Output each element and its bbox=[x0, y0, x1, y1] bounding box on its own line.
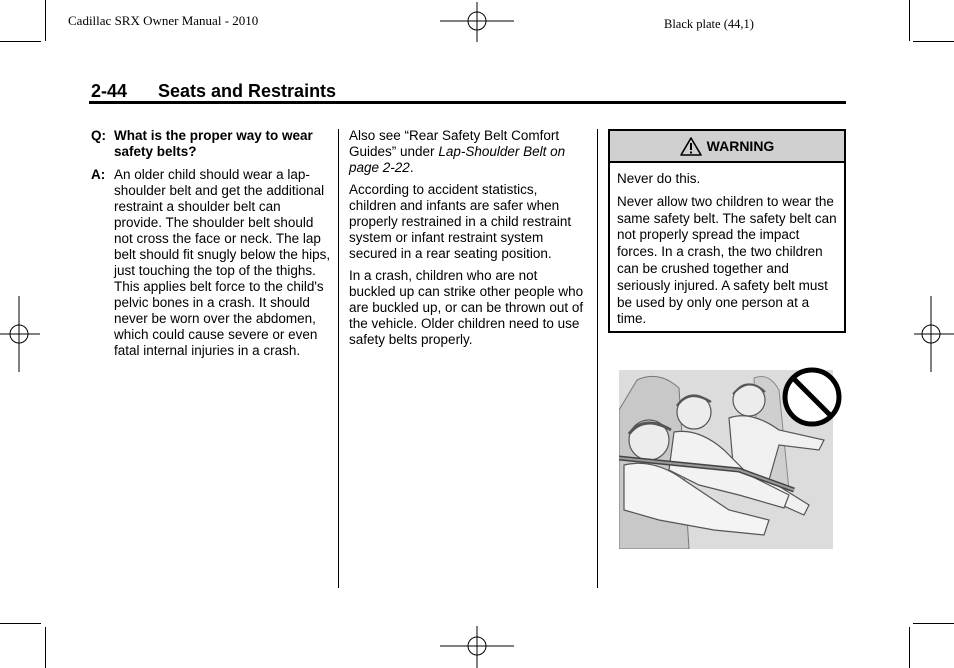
cross-reference: Lap-Shoulder Belt on page 2-22 bbox=[349, 144, 566, 175]
column-divider-2 bbox=[597, 129, 598, 588]
header-rule bbox=[89, 101, 846, 104]
registration-mark-left bbox=[0, 296, 40, 372]
paragraph-unbuckled: In a crash, children who are not buckled up can strike other people who are buckled up, or can be thrown out of the vehicle. Older children need to use safety belts properly. bbox=[349, 268, 584, 347]
body-column-2 bbox=[349, 128, 587, 354]
warning-body bbox=[610, 163, 844, 328]
paragraph-statistics: According to accident statistics, children and infants are safer when properly restrained in a child restraint system or infant restraint system secured in a rear seating position. bbox=[349, 182, 572, 261]
section-title: Seats and Restraints bbox=[158, 81, 337, 101]
registration-mark-top bbox=[440, 2, 514, 42]
question-label: Q: bbox=[91, 128, 106, 143]
warning-title: WARNING bbox=[706, 138, 775, 154]
prohibited-icon bbox=[780, 365, 844, 429]
registration-mark-bottom bbox=[440, 626, 514, 668]
column-divider-1 bbox=[338, 129, 339, 588]
registration-mark-right bbox=[914, 296, 954, 372]
warning-text-1: Never do this. bbox=[617, 171, 701, 186]
answer-block bbox=[91, 167, 331, 359]
running-header-right: Black plate (44,1) bbox=[664, 17, 754, 31]
warning-triangle-icon bbox=[680, 137, 702, 156]
answer-label: A: bbox=[91, 167, 106, 182]
question-block bbox=[91, 128, 331, 160]
running-header-left: Cadillac SRX Owner Manual - 2010 bbox=[68, 13, 259, 28]
warning-header bbox=[610, 131, 844, 163]
warning-text-2: Never allow two children to wear the same safety belt. The safety belt can not properly spread the impact forces. In a crash, the two children can be crushed together and seriously injured. A safety belt must be used by only one person at a time. bbox=[617, 193, 837, 327]
question-text: What is the proper way to wear safety belts? bbox=[114, 128, 313, 159]
warning-box bbox=[608, 129, 846, 333]
page-number: 2-44 bbox=[91, 81, 128, 101]
answer-text: An older child should wear a lap-shoulder belt and get the additional restraint a shoulder belt can provide. The shoulder belt should not cross the face or neck. The lap belt should fit snugly below the hips, just touching the top of the thighs. This applies belt force to the child's pelvic bones in a crash. It should never be worn over the abdomen, which could cause severe or even fatal internal injuries in a crash. bbox=[114, 167, 331, 358]
paragraph-comfort-guides: Also see “Rear Safety Belt Comfort Guides” under Lap-Shoulder Belt on page 2-22. bbox=[349, 128, 566, 175]
